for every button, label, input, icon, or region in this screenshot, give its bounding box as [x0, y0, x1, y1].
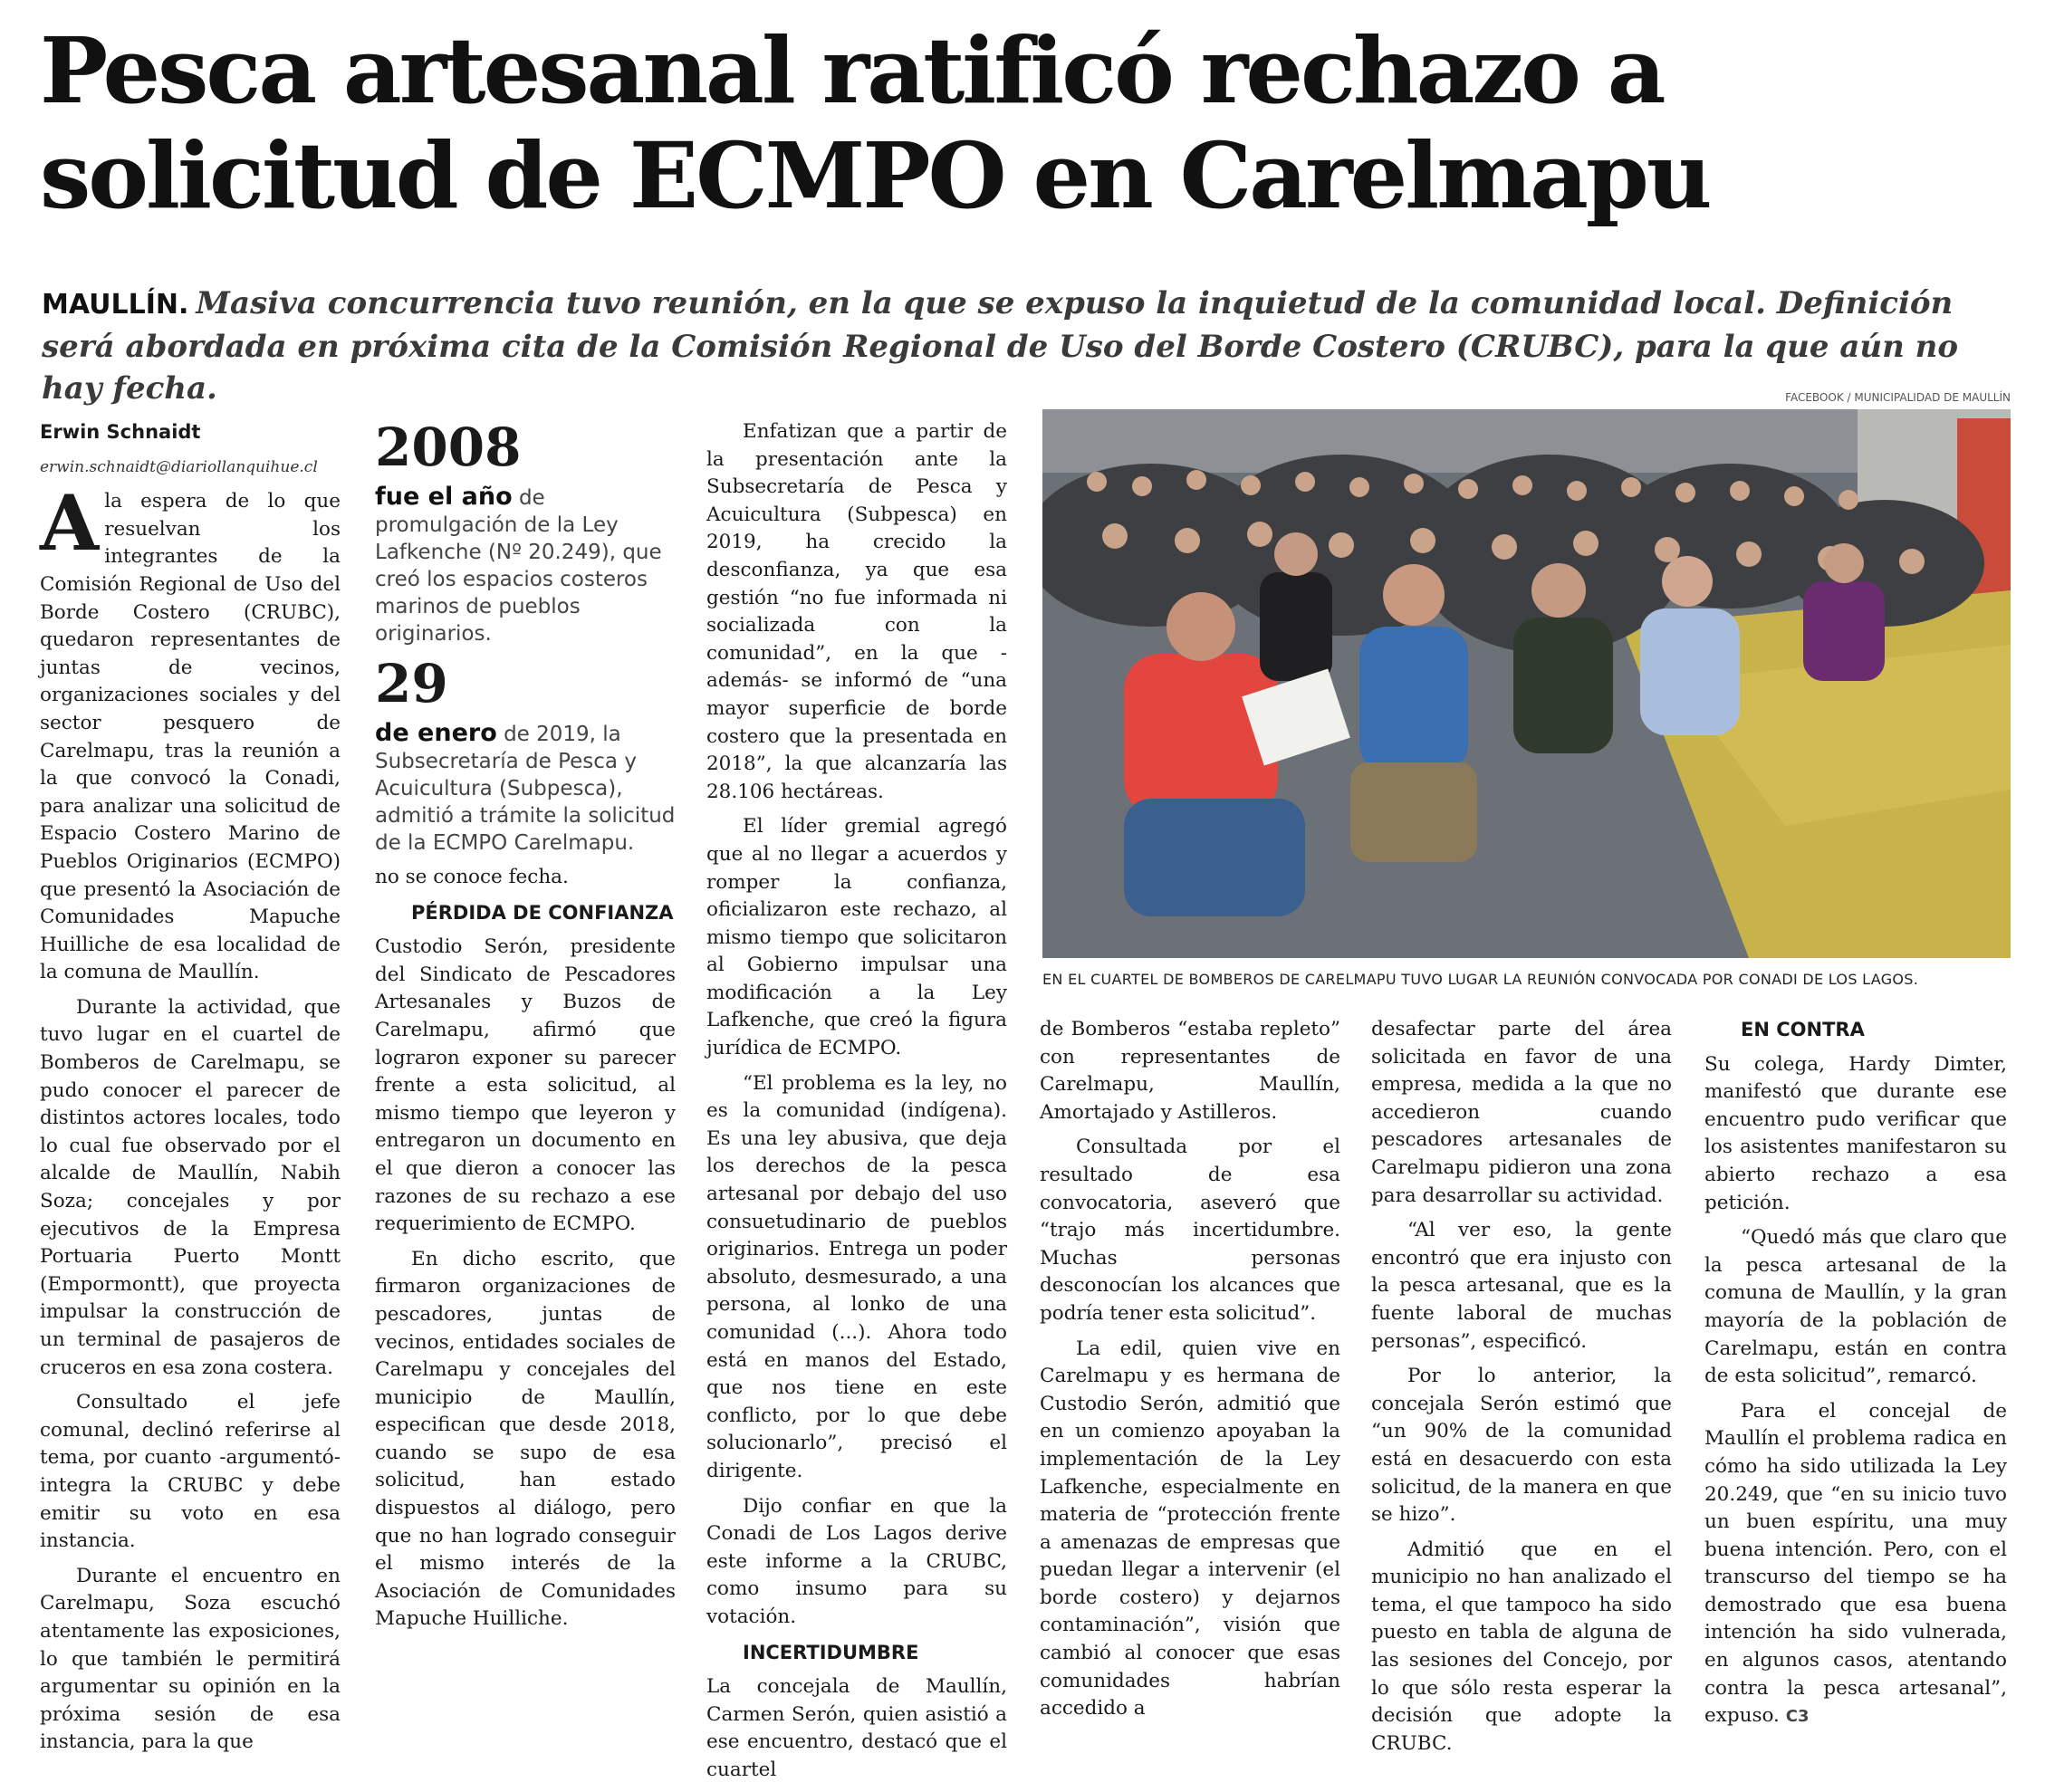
paragraph: Ala espera de lo que resuelvan los integrantes de la Comisión Regional de Uso del Borde Costero (CRUBC), quedaron representantes de juntas de vecinos, organizaciones sociales y del sector pesquero de Carelmapu, tras la reunión a la que convocó la Conadi, para analizar una solicitud de Espacio Costero Marino de Pueblos Originarios (ECMPO) que presentó la Asociación de Comunidades Mapuche Huilliche de esa localidad de la comuna de Maullín. [40, 478, 341, 984]
photo-caption: EN EL CUARTEL DE BOMBEROS DE CARELMAPU TUVO LUGAR LA REUNIÓN CONVOCADA POR CONADI DE LOS LAGOS. [1042, 971, 1919, 988]
column-6 [1704, 1016, 2007, 1739]
subheading: PÉRDIDA DE CONFIANZA [411, 901, 674, 924]
end-mark: C3 [1785, 1707, 1810, 1727]
paragraph: Consultada por el resultado de esa convocatoria, aseveró que “trajo más incertidumbre. Muchas personas desconocían los alcances que podría tener esta solicitud”. [1040, 1136, 1340, 1325]
paragraph: no se conoce fecha. [375, 866, 569, 888]
paragraph: de Bomberos “estaba repleto” con representantes de Carelmapu, Maullín, Amortajado y Astilleros. [1040, 1018, 1340, 1124]
paragraph: Admitió que en el municipio no han analizado el tema, el que tampoco ha sido puesto en tabla de alguna de las sesiones del Concejo, por lo que sólo resta esperar la decisión que adopte la CRUBC. [1371, 1538, 1672, 1755]
fact-text: fue el año de promulgación de la Ley Lafkenche (Nº 20.249), que creó los espacios costeros marinos de pueblos originarios. [375, 483, 662, 646]
column-1 [40, 418, 341, 1764]
photo-credit: FACEBOOK / MUNICIPALIDAD DE MAULLÍN [1785, 391, 2011, 404]
drop-cap: A [40, 478, 100, 569]
fact-number: 29 [375, 653, 448, 714]
meeting-photo [1042, 409, 2011, 958]
paragraph: “Al ver eso, la gente encontró que era injusto con la pesca artesanal, que es la fuente laboral de muchas personas”, especificó. [1371, 1219, 1672, 1353]
paragraph: Consultado el jefe comunal, declinó referirse al tema, por cuanto -argumentó- integra la CRUBC y debe emitir su voto en esa instancia. [40, 1391, 341, 1553]
paragraph: “Quedó más que claro que la pesca artesanal de la comuna de Maullín, y la gran mayoría de la población de Carelmapu, están en contra de esta solicitud”, remarcó. [1704, 1226, 2007, 1388]
paragraph: Para el concejal de Maullín el problema radica en cómo ha sido utilizada la Ley 20.249, que “en su inicio tuvo un buen espíritu, una muy buena intención. Pero, con el transcurso del tiempo se ha demostrado que esa buena intención ha sido vulnerada, en algunos casos, atentando contra la pesca artesanal”, expuso. C3 [1704, 1399, 2007, 1728]
paragraph: desafectar parte del área solicitada en favor de una empresa, medida a la que no accedieron cuando pescadores artesanales de Carelmapu pidieron una zona para desarrollar su actividad. [1371, 1018, 1672, 1207]
column-3 [706, 418, 1007, 1792]
fact-number: 2008 [375, 417, 522, 478]
paragraph: Por lo anterior, la concejala Serón estimó que “un 90% de la comunidad está en desacuerdo con esta solicitud, de la manera en que se hizo”. [1371, 1365, 1672, 1527]
paragraph: En dicho escrito, que firmaron organizaciones de pescadores, juntas de vecinos, entidades sociales de Carelmapu y concejales del municipio de Maullín, especifican que desde 2018, cuando se supo de esa solicitud, han estado dispuestos al diálogo, pero que no han logrado conseguir el mismo interés de la Asociación de Comunidades Mapuche Huilliche. [375, 1247, 676, 1631]
column-5 [1371, 1016, 1672, 1765]
paragraph: Enfatizan que a partir de la presentación ante la Subsecretaría de Pesca y Acuicultura (Subpesca) en 2019, ha crecido la desconfianza, ya que esa gestión “no fue informada ni socializada con la comunidad”, en la que -además- se informó de “una mayor superficie de borde costero que la presentada en 2018”, la que alcanzaría las 28.106 hectáreas. [706, 420, 1007, 803]
column-2 [375, 418, 676, 1641]
deck [42, 283, 2016, 409]
author-email[interactable]: erwin.schnaidt@diariollanquihue.cl [40, 457, 318, 476]
author-name: Erwin Schnaidt [40, 421, 201, 443]
dateline: MAULLÍN. [42, 289, 189, 321]
paragraph: Durante el encuentro en Carelmapu, Soza escuchó atentamente las exposiciones, lo que también le permitirá argumentar su opinión en la próxima sesión de esa instancia, para la que [40, 1564, 341, 1754]
paragraph: El líder gremial agregó que al no llegar a acuerdos y romper la confianza, oficializaron este rechazo, al mismo tiempo que solicitaron al Gobierno impulsar una modificación a la Ley Lafkenche, que creó la figura jurídica de ECMPO. [706, 815, 1007, 1060]
subheading: INCERTIDUMBRE [743, 1641, 919, 1663]
paragraph: Durante la actividad, que tuvo lugar en el cuartel de Bomberos de Carelmapu, se pudo conocer el parecer de distintos actores locales, todo lo cual fue observado por el alcalde de Maullín, Nabih Soza; concejales y por ejecutivos de la Empresa Portuaria Puerto Montt (Empormontt), que proyecta impulsar la construcción de un terminal de pasajeros de cruceros en esa zona costera. [40, 995, 341, 1379]
fact-text: de enero de 2019, la Subsecretaría de Pesca y Acuicultura (Subpesca), admitió a trámite la solicitud de la ECMPO Carelmapu. [375, 719, 676, 855]
paragraph: Dijo confiar en que la Conadi de Los Lagos derive este informe a la CRUBC, como insumo para su votación. [706, 1494, 1007, 1628]
deck-text: Masiva concurrencia tuvo reunión, en la que se expuso la inquietud de la comunidad local. Definición será abordada en próxima cita de la Comisión Regional de Uso del Borde Costero (CRUBC), para la que aún no hay fecha. [42, 285, 1959, 407]
subheading: EN CONTRA [1741, 1019, 1865, 1040]
headline: Pesca artesanal ratificó rechazo a solicitud de ECMPO en Carelmapu [40, 17, 1710, 229]
paragraph: La edil, quien vive en Carelmapu y es hermana de Custodio Serón, admitió que en un comienzo apoyaban la implementación de la Ley Lafkenche, especialmente en materia de “protección frente a amenazas de empresas que puedan llegar a intervenir (el borde costero) y dejarnos contaminación”, visión que cambió al conocer que esas comunidades habrían accedido a [1040, 1337, 1340, 1720]
column-4 [1040, 1016, 1340, 1730]
paragraph: Su colega, Hardy Dimter, manifestó que durante ese encuentro pudo verificar que los asistentes manifestaron su abierto rechazo a esa petición. [1704, 1052, 2007, 1214]
paragraph: “El problema es la ley, no es la comunidad (indígena). Es una ley abusiva, que deja los derechos de la pesca artesanal por debajo del uso consuetudinario de pueblos originarios. Entrega un poder absoluto, desmesurado, a una persona, al lonko de una comunidad (...). Ahora todo está en manos del Estado, que nos tiene en este conflicto, por lo que debe solucionarlo”, precisó el dirigente. [706, 1071, 1007, 1482]
paragraph: Custodio Serón, presidente del Sindicato de Pescadores Artesanales y Buzos de Carelmapu, afirmó que lograron exponer su parecer frente a esta solicitud, al mismo tiempo que leyeron y entregaron un documento en el que dieron a conocer las razones de su rechazo a ese requerimiento de ECMPO. [375, 935, 676, 1236]
paragraph: La concejala de Maullín, Carmen Serón, quien asistió a ese encuentro, destacó que el cuartel [706, 1675, 1007, 1781]
